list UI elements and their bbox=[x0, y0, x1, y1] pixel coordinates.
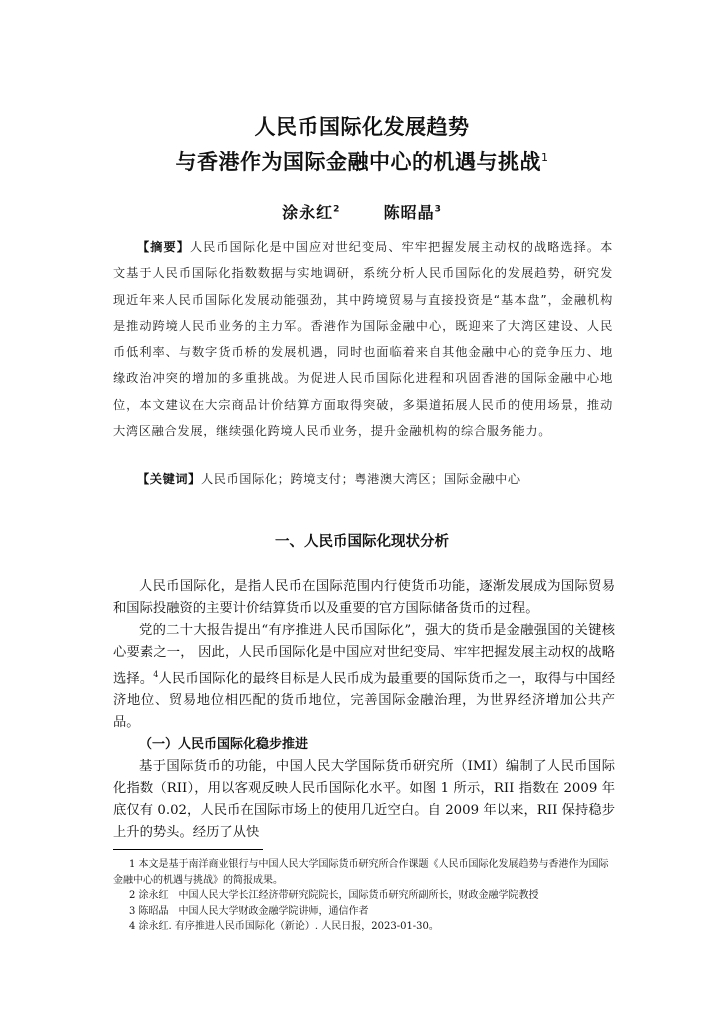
paragraph-text: 人民币国际化的最终目标是人民币成为最重要的国际货币之一，取得与中国经济地位、贸易地位相匹配的货币地位，完善国际金融治理，为世界经济增加公共产品。 bbox=[113, 671, 616, 731]
keywords-text: 人民币国际化；跨境支付；粤港澳大湾区；国际金融中心 bbox=[200, 472, 521, 486]
footnote-divider bbox=[113, 849, 263, 850]
title-line2-text: 与香港作为国际金融中心的机遇与挑战 bbox=[175, 150, 541, 174]
body-text bbox=[113, 576, 615, 844]
footnote-ref-3[interactable]: 3 bbox=[434, 204, 442, 215]
subsection-heading: （一）人民币国际化稳步推进 bbox=[139, 737, 309, 753]
keywords bbox=[113, 466, 613, 492]
author-name: 涂永红 bbox=[282, 203, 334, 222]
footnote-ref-4[interactable]: 4 bbox=[153, 670, 159, 679]
author-list bbox=[0, 200, 724, 223]
footnote: 1 本文是基于南洋商业银行与中国人民大学国际货币研究所合作课题《人民币国际化发展趋势与香港作为国际金融中心的机遇与挑战》的简报成果。 bbox=[113, 859, 609, 886]
author-name: 陈昭晶 bbox=[383, 203, 435, 222]
paper-title-line1: 人民币国际化发展趋势 bbox=[254, 115, 470, 139]
abstract-label: 【摘要】 bbox=[137, 240, 190, 254]
footnote: 4 涂永红. 有序推进人民币国际化（新论）. 人民日报，2023-01-30。 bbox=[129, 921, 439, 932]
body-paragraph: 基于国际货币的功能，中国人民大学国际货币研究所（IMI）编制了人民币国际化指数（RII），用以客观反映人民币国际化水平。如图 1 所示，RII 指数在 2009 年底仅有 0.02，人民币在国际市场上的使用几近空白。自 2009 年以来，RII 保持稳步上升的势头。经历了从快 bbox=[113, 759, 615, 841]
footnote-ref-1[interactable]: 1 bbox=[541, 151, 549, 164]
paragraph-text: 党的二十大报告提出“有序推进人民币国际化”，强大的货币是金融强国的关键核心要素之一， 因此，人民币国际化是中国应对世纪变局、牢牢把握发展主动权的战略选择。 bbox=[113, 623, 615, 687]
footnote: 3 陈昭晶 中国人民大学财政金融学院讲师，通信作者 bbox=[129, 905, 369, 917]
section-heading: 一、人民币国际化现状分析 bbox=[275, 534, 449, 550]
abstract-text: 人民币国际化是中国应对世纪变局、牢牢把握发展主动权的战略选择。本文基于人民币国际化指数数据与实地调研，系统分析人民币国际化的发展趋势，研究发现近年来人民币国际化发展动能强劲，其中跨境贸易与直接投资是“基本盘”，金融机构是推动跨境人民币业务的主力军。香港作为国际金融中心，既迎来了大湾区建设、人民币低利率、与数字货币桥的发展机遇，同时也面临着来自其他金融中心的竞争压力、地缘政治冲突的增加的多重挑战。为促进人民币国际化进程和巩固香港的国际金融中心地位，本文建议在大宗商品计价结算方面取得突破，多渠道拓展人民币的使用场景，推动大湾区融合发展，继续强化跨境人民币业务，提升金融机构的综合服务能力。 bbox=[113, 240, 613, 439]
footnote: 2 涂永红 中国人民大学长江经济带研究院院长，国际货币研究所副所长，财政金融学院教授 bbox=[129, 890, 539, 901]
body-paragraph: 人民币国际化，是指人民币在国际范围内行使货币功能，逐渐发展成为国际贸易和国际投融资的主要计价结算货币以及重要的官方国际储备货币的过程。 bbox=[113, 579, 615, 616]
keywords-label: 【关键词】 bbox=[137, 472, 201, 486]
paper-title-line2 bbox=[0, 146, 724, 176]
footnote-ref-2[interactable]: 2 bbox=[333, 204, 341, 215]
abstract bbox=[113, 234, 613, 444]
body-paragraph bbox=[113, 620, 615, 734]
footnotes bbox=[113, 857, 615, 935]
